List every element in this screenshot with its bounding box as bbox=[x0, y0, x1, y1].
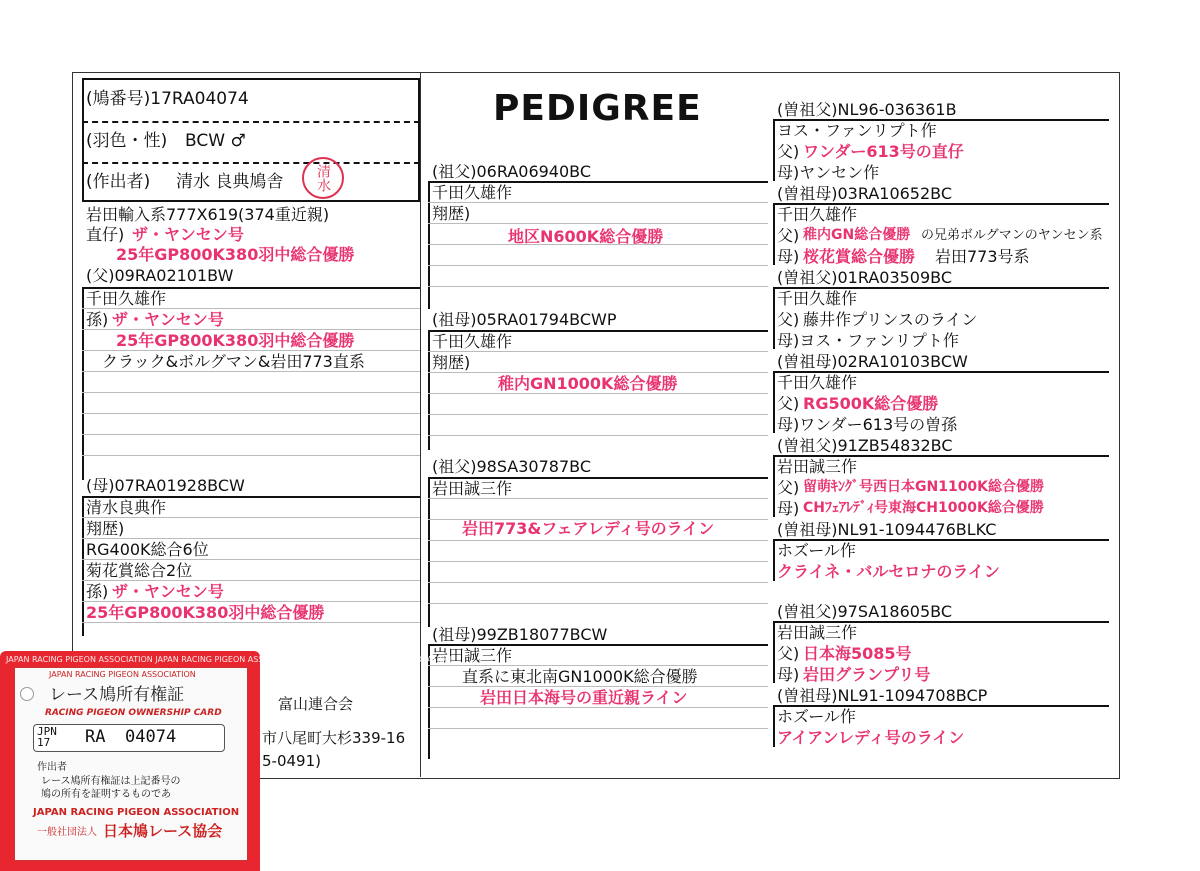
ggp2-dam-note-2: 岩田773号系 bbox=[935, 247, 1030, 266]
ggp7-breeder: 岩田誠三作 bbox=[777, 623, 858, 642]
card-inner bbox=[14, 667, 248, 861]
dam-record-label: 翔歴) bbox=[86, 519, 125, 538]
gp1-record-label: 翔歴) bbox=[432, 204, 471, 223]
breeder-value: 清水 良典鳩舎 bbox=[176, 172, 284, 192]
ggp5-breeder: 岩田誠三作 bbox=[777, 457, 858, 476]
guide-line bbox=[428, 603, 768, 604]
ggp2-sire-label: 父) bbox=[777, 226, 800, 245]
dam-breeder: 清水良典作 bbox=[86, 498, 167, 517]
guide-line bbox=[428, 435, 768, 436]
ggp4-band: (曽祖母)02RA10103BCW bbox=[777, 352, 968, 371]
gp1-breeder: 千田久雄作 bbox=[432, 183, 513, 202]
color-sex-value: BCW ♂ bbox=[185, 131, 246, 151]
gp3-note: 岩田773&フェアレディ号のライン bbox=[462, 519, 715, 538]
card-year: 17 bbox=[37, 736, 51, 749]
guide-line bbox=[82, 580, 420, 581]
ggp2-breeder: 千田久雄作 bbox=[777, 205, 858, 224]
subject-line-1: 岩田輸入系777X619(374重近親) bbox=[86, 205, 330, 224]
gp4-note: 直系に東北南GN1000K総合優勝 bbox=[462, 667, 698, 686]
header-divider-2 bbox=[82, 162, 420, 164]
sire-band: (父)09RA02101BW bbox=[86, 266, 234, 285]
guide-line bbox=[82, 350, 420, 351]
ggp1-dam-note: 母)ヤンセン作 bbox=[777, 163, 880, 182]
guide-line bbox=[428, 519, 768, 520]
ggp2-band: (曽祖母)03RA10652BC bbox=[777, 184, 953, 203]
sire-grandson-name: ザ・ヤンセン号 bbox=[112, 310, 224, 329]
guide-line bbox=[428, 265, 768, 266]
ggp1-band: (曽祖父)NL96-036361B bbox=[777, 100, 957, 119]
ggp3-breeder: 千田久雄作 bbox=[777, 289, 858, 308]
gp2-breeder: 千田久雄作 bbox=[432, 332, 513, 351]
sire-line: クラック&ボルグマン&岩田773直系 bbox=[102, 352, 365, 371]
ggp4-bracket bbox=[773, 371, 775, 433]
gp1-bracket bbox=[428, 181, 430, 309]
gp4-note-2: 岩田日本海号の重近親ライン bbox=[480, 688, 688, 707]
guide-line bbox=[82, 329, 420, 330]
guide-line bbox=[82, 371, 420, 372]
guide-line bbox=[428, 707, 768, 708]
ggp8-bracket bbox=[773, 705, 775, 747]
owner-address: 市八尾町大杉339-16 bbox=[262, 729, 406, 747]
ggp7-sire-label: 父) bbox=[777, 644, 800, 663]
ggp6-band: (曽祖母)NL91-1094476BLKC bbox=[777, 520, 997, 539]
ggp3-sire-label: 父) bbox=[777, 310, 800, 329]
card-number: 04074 bbox=[125, 727, 177, 747]
ggp5-sire-label: 父) bbox=[777, 478, 800, 497]
ggp5-band: (曽祖父)91ZB54832BC bbox=[777, 436, 953, 455]
sire-bracket bbox=[82, 287, 84, 480]
ggp2-bracket bbox=[773, 203, 775, 265]
ggp5-dam-label: 母) bbox=[777, 499, 800, 518]
breeder-label: (作出者) bbox=[86, 172, 151, 192]
card-en-title: RACING PIGEON OWNERSHIP CARD bbox=[45, 708, 222, 718]
guide-line bbox=[428, 244, 768, 245]
guide-line bbox=[82, 538, 420, 539]
ggp4-sire-note: RG500K総合優勝 bbox=[803, 394, 939, 413]
ggp6-bracket bbox=[773, 539, 775, 581]
ggp3-band: (曽祖父)01RA03509BC bbox=[777, 268, 953, 287]
guide-line bbox=[428, 540, 768, 541]
guide-line bbox=[428, 561, 768, 562]
ggp7-bracket bbox=[773, 621, 775, 683]
ggp6-breeder: ホズール作 bbox=[777, 541, 856, 560]
gp2-record-label: 翔歴) bbox=[432, 353, 471, 372]
guide-line bbox=[82, 308, 420, 309]
header-box-top bbox=[82, 78, 420, 80]
subject-result: 25年GP800K380羽中総合優勝 bbox=[116, 245, 355, 264]
card-sep: RA bbox=[85, 727, 106, 747]
gp1-band: (祖父)06RA06940BC bbox=[432, 162, 592, 181]
card-notice-2: 鳩の所有を証明するものであ bbox=[41, 789, 171, 800]
card-assoc-en: JAPAN RACING PIGEON ASSOCIATION bbox=[33, 807, 240, 818]
guide-line bbox=[82, 455, 420, 456]
breeder-seal bbox=[302, 157, 344, 199]
guide-line bbox=[428, 498, 768, 499]
gp3-bracket bbox=[428, 477, 430, 627]
card-maker-label: 作出者 bbox=[37, 762, 67, 773]
gp4-band: (祖母)99ZB18077BCW bbox=[432, 625, 608, 644]
ggp3-sire-note: 藤井作プリンスのライン bbox=[803, 310, 978, 329]
card-notice-1: レース鳩所有権証は上記番号の bbox=[41, 776, 181, 787]
band-number: (鳩番号)17RA04074 bbox=[86, 89, 249, 109]
ggp3-bracket bbox=[773, 287, 775, 349]
guide-line bbox=[428, 223, 768, 224]
ggp1-sire-label: 父) bbox=[777, 142, 800, 161]
ggp8-note: アイアンレディ号のライン bbox=[777, 728, 965, 747]
guide-line bbox=[82, 434, 420, 435]
ggp1-sire-note: ワンダー613号の直仔 bbox=[803, 142, 964, 161]
page-title: PEDIGREE bbox=[493, 88, 702, 129]
guide-line bbox=[428, 582, 768, 583]
gp3-band: (祖父)98SA30787BC bbox=[432, 457, 592, 476]
sire-breeder: 千田久雄作 bbox=[86, 289, 167, 308]
gp1-note: 地区N600K総合優勝 bbox=[508, 227, 664, 246]
sire-result: 25年GP800K380羽中総合優勝 bbox=[116, 331, 355, 350]
ggp4-dam-note: 母)ワンダー613号の曽孫 bbox=[777, 415, 958, 434]
gp3-breeder: 岩田誠三作 bbox=[432, 479, 513, 498]
guide-line bbox=[82, 601, 420, 602]
guide-line bbox=[428, 686, 768, 687]
card-assoc-prefix: 一般社団法人 bbox=[37, 827, 97, 838]
guide-line bbox=[428, 393, 768, 394]
ggp5-bracket bbox=[773, 455, 775, 517]
color-sex-label: (羽色・性) bbox=[86, 131, 168, 151]
owner-club: 富山連合会 bbox=[278, 695, 354, 713]
card-hole bbox=[20, 687, 34, 701]
guide-line bbox=[82, 413, 420, 414]
ggp7-dam-note: 岩田グランプリ号 bbox=[803, 665, 931, 684]
guide-line bbox=[82, 392, 420, 393]
guide-line bbox=[428, 414, 768, 415]
dam-band: (母)07RA01928BCW bbox=[86, 476, 245, 495]
ggp3-dam-note: 母)ヨス・ファンリプト作 bbox=[777, 331, 959, 350]
guide-line bbox=[428, 351, 768, 352]
ggp2-sire-note: 稚内GN総合優勝 bbox=[803, 227, 911, 243]
header-box-bottom bbox=[82, 200, 420, 202]
guide-line bbox=[82, 622, 420, 623]
ggp2-sire-note-2: の兄弟ボルグマンのヤンセン系 bbox=[921, 228, 1103, 243]
gp4-breeder: 岩田誠三作 bbox=[432, 646, 513, 665]
card-assoc-jp: 日本鳩レース協会 bbox=[103, 822, 223, 840]
guide-line bbox=[428, 728, 768, 729]
card-title: レース鳩所有権証 bbox=[49, 685, 185, 705]
dam-record-2: 菊花賞総合2位 bbox=[86, 561, 193, 580]
ggp5-sire-note: 留萌ｷﾝｸﾞ号西日本GN1100K総合優勝 bbox=[803, 479, 1045, 495]
guide-line bbox=[428, 665, 768, 666]
guide-line bbox=[428, 202, 768, 203]
ggp8-band: (曽祖母)NL91-1094708BCP bbox=[777, 686, 988, 705]
ggp7-dam-label: 母) bbox=[777, 665, 800, 684]
ggp1-breeder: ヨス・ファンリプト作 bbox=[777, 121, 937, 140]
card-country: JPN bbox=[37, 725, 57, 738]
ggp1-bracket bbox=[773, 119, 775, 181]
gp2-note: 稚内GN1000K総合優勝 bbox=[498, 374, 678, 393]
dam-result: 25年GP800K380羽中総合優勝 bbox=[86, 603, 325, 622]
card-assoc-top: JAPAN RACING PIGEON ASSOCIATION bbox=[49, 670, 196, 679]
dam-grandson-name: ザ・ヤンセン号 bbox=[112, 582, 224, 601]
ggp7-band: (曽祖父)97SA18605BC bbox=[777, 602, 953, 621]
ggp8-breeder: ホズール作 bbox=[777, 707, 856, 726]
col-divider bbox=[420, 72, 421, 777]
ggp7-sire-note: 日本海5085号 bbox=[803, 644, 912, 663]
dam-grandson-label: 孫) bbox=[86, 582, 109, 601]
guide-line bbox=[428, 372, 768, 373]
ggp4-sire-label: 父) bbox=[777, 394, 800, 413]
header-box-left bbox=[82, 78, 84, 202]
seal-text: 清水 bbox=[315, 164, 331, 192]
subject-line-2: 直仔) bbox=[86, 225, 125, 244]
ggp2-dam-note: 桜花賞総合優勝 bbox=[803, 247, 916, 266]
guide-line bbox=[428, 286, 768, 287]
gp2-band: (祖母)05RA01794BCWP bbox=[432, 310, 617, 329]
owner-tel: 5-0491) bbox=[262, 752, 321, 770]
subject-name: ザ・ヤンセン号 bbox=[132, 225, 244, 244]
guide-line bbox=[82, 559, 420, 560]
guide-line bbox=[82, 517, 420, 518]
ggp2-dam-label: 母) bbox=[777, 247, 800, 266]
dam-record-1: RG400K総合6位 bbox=[86, 540, 209, 559]
ggp6-note: クライネ・バルセロナのライン bbox=[777, 562, 1000, 581]
card-edge-text: JAPAN RACING PIGEON ASSOCIATION JAPAN RACING PIGEON ASSOCIATION JAPAN RACING PIGEON ASSOCIATION bbox=[6, 655, 452, 664]
header-divider-1 bbox=[82, 121, 420, 123]
ggp5-dam-note: CHﾌｪｱﾚﾃﾞｨ号東海CH1000K総合優勝 bbox=[803, 500, 1044, 516]
gp2-bracket bbox=[428, 330, 430, 450]
ggp4-breeder: 千田久雄作 bbox=[777, 373, 858, 392]
sire-grandson-label: 孫) bbox=[86, 310, 109, 329]
